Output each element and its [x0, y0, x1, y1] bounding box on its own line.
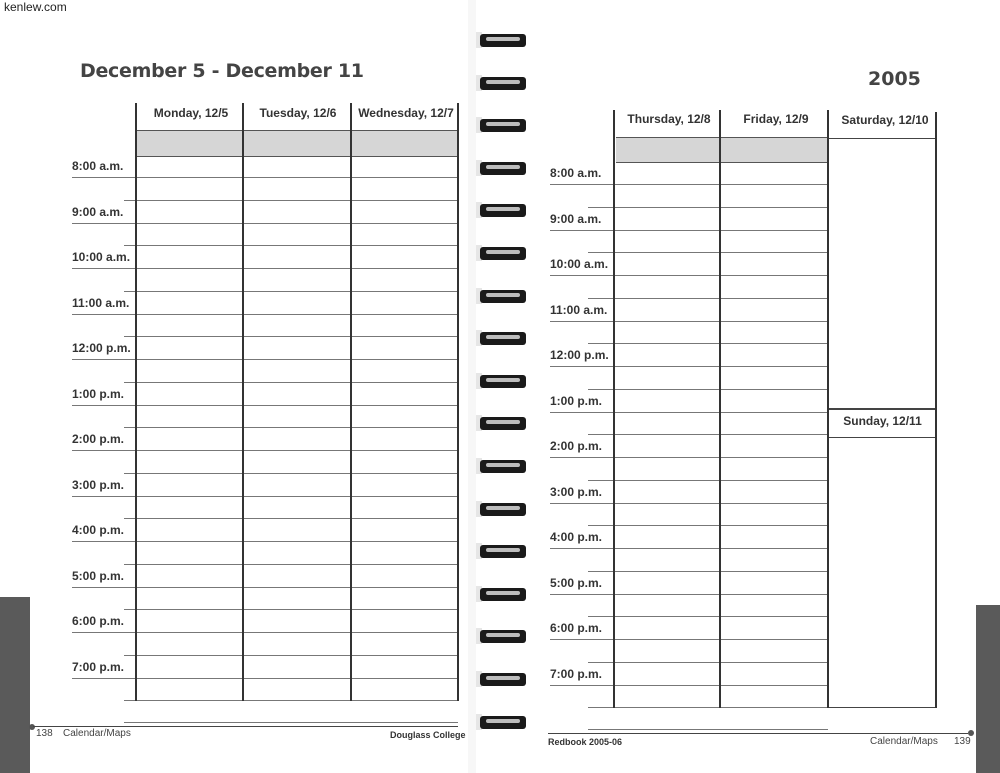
spiral-ring: [476, 584, 528, 604]
hour-rule: [550, 548, 828, 549]
hour-rule: [72, 223, 458, 224]
half-hour-rule: [588, 207, 828, 208]
half-hour-rule: [588, 571, 828, 572]
day-header-friday: Friday, 12/9: [743, 112, 809, 126]
time-label: 9:00 a.m.: [72, 204, 124, 219]
day-header-tuesday: Tuesday, 12/6: [259, 106, 337, 120]
time-label: 4:00 p.m.: [72, 523, 125, 537]
time-label: 3:00 p.m.: [72, 477, 125, 492]
grid-bottom-rule: [588, 729, 828, 730]
time-label: 10:00 a.m.: [550, 257, 609, 271]
time-label: 3:00 p.m.: [550, 484, 603, 499]
time-label: 11:00 a.m.: [550, 302, 608, 317]
hour-rule: [550, 184, 828, 185]
time-label: 11:00 a.m.: [72, 295, 130, 310]
footer-section: Calendar/Maps: [870, 736, 938, 747]
grid-divider: [457, 103, 459, 701]
half-hour-rule: [588, 616, 828, 617]
hour-rule: [550, 321, 828, 322]
half-hour-rule: [124, 564, 458, 565]
grid-divider: [242, 103, 244, 701]
time-label: 1:00 p.m.: [72, 386, 125, 401]
hour-rule: [72, 632, 458, 633]
hour-rule: [550, 639, 828, 640]
hour-rule: [550, 594, 828, 595]
spiral-ring: [476, 286, 528, 306]
spiral-ring: [476, 456, 528, 476]
day-header-band: [616, 137, 829, 163]
day-header-thursday: Thursday, 12/8: [627, 112, 711, 126]
half-hour-rule: [124, 336, 458, 337]
time-label: 4:00 p.m.: [550, 530, 603, 544]
half-hour-rule: [588, 252, 828, 253]
time-label: 12:00 p.m.: [550, 348, 609, 362]
half-hour-rule: [588, 434, 828, 435]
time-label: 8:00 a.m.: [550, 166, 602, 180]
time-label: 7:00 p.m.: [550, 666, 603, 681]
hour-rule: [72, 177, 458, 178]
day-header-saturday: Saturday, 12/10: [841, 113, 929, 127]
half-hour-rule: [124, 291, 458, 292]
time-label: 8:00 a.m.: [72, 159, 124, 173]
half-hour-rule: [124, 518, 458, 519]
hour-rule: [550, 275, 828, 276]
weekend-divider: [829, 408, 937, 410]
hour-rule: [550, 457, 828, 458]
time-label: 6:00 p.m.: [550, 621, 603, 635]
hour-rule: [72, 678, 458, 679]
half-hour-rule: [124, 382, 458, 383]
footer-page-number: 138: [36, 728, 53, 739]
half-hour-rule: [124, 245, 458, 246]
spiral-ring: [476, 115, 528, 135]
footer-publisher: Douglass College: [390, 730, 466, 740]
spiral-ring: [476, 669, 528, 689]
half-hour-rule: [588, 480, 828, 481]
half-hour-rule: [588, 298, 828, 299]
spiral-ring: [476, 73, 528, 93]
hour-rule: [72, 314, 458, 315]
half-hour-rule: [124, 700, 458, 701]
spiral-ring: [476, 626, 528, 646]
half-hour-rule: [588, 707, 828, 708]
grid-bottom-rule: [124, 722, 458, 723]
spiral-ring: [476, 541, 528, 561]
time-label: 2:00 p.m.: [72, 432, 125, 446]
grid-divider: [827, 110, 829, 708]
hour-rule: [550, 366, 828, 367]
time-label: 6:00 p.m.: [72, 614, 125, 628]
week-title: December 5 - December 11: [80, 60, 364, 82]
time-label: 5:00 p.m.: [550, 575, 603, 590]
day-header-wednesday: Wednesday, 12/7: [358, 106, 454, 120]
half-hour-rule: [588, 662, 828, 663]
half-hour-rule: [124, 427, 458, 428]
weekend-divider: [829, 437, 937, 438]
footer-rule: [33, 726, 458, 727]
half-hour-rule: [124, 473, 458, 474]
spiral-ring: [476, 158, 528, 178]
hour-rule: [72, 405, 458, 406]
spiral-ring: [476, 30, 528, 50]
footer-bullet: [29, 724, 35, 730]
spiral-ring: [476, 243, 528, 263]
grid-divider: [350, 103, 352, 701]
spiral-ring: [476, 371, 528, 391]
weekend-header-rule: [829, 138, 937, 139]
binding-gutter: [468, 0, 476, 773]
hour-rule: [72, 450, 458, 451]
spiral-ring: [476, 328, 528, 348]
grid-divider: [135, 103, 137, 701]
hour-rule: [550, 503, 828, 504]
hour-rule: [72, 541, 458, 542]
half-hour-rule: [124, 655, 458, 656]
time-label: 10:00 a.m.: [72, 250, 131, 264]
half-hour-rule: [124, 609, 458, 610]
hour-rule: [72, 268, 458, 269]
day-header-band: [137, 130, 459, 157]
hour-rule: [72, 496, 458, 497]
watermark-text: kenlew.com: [4, 0, 67, 14]
day-header-sunday: Sunday, 12/11: [843, 414, 922, 428]
footer-page-number: 139: [954, 736, 971, 747]
weekend-bottom-rule: [829, 707, 937, 708]
grid-divider: [935, 112, 937, 708]
grid-divider: [613, 110, 615, 708]
half-hour-rule: [124, 200, 458, 201]
footer-section: Calendar/Maps: [63, 728, 131, 739]
time-label: 5:00 p.m.: [72, 568, 125, 583]
time-label: 12:00 p.m.: [72, 341, 131, 355]
grid-divider: [719, 110, 721, 708]
spiral-ring: [476, 499, 528, 519]
hour-rule: [550, 230, 828, 231]
hour-rule: [550, 685, 828, 686]
half-hour-rule: [588, 343, 828, 344]
spiral-ring: [476, 200, 528, 220]
spiral-ring: [476, 413, 528, 433]
time-label: 7:00 p.m.: [72, 659, 125, 674]
time-label: 2:00 p.m.: [550, 439, 603, 453]
hour-rule: [72, 359, 458, 360]
hour-rule: [72, 587, 458, 588]
day-header-monday: Monday, 12/5: [153, 106, 229, 120]
footer-rule: [548, 733, 968, 734]
time-label: 1:00 p.m.: [550, 393, 603, 408]
time-label: 9:00 a.m.: [550, 211, 602, 226]
half-hour-rule: [588, 389, 828, 390]
hour-rule: [550, 412, 828, 413]
spiral-ring: [476, 712, 528, 732]
right-page-tab: [976, 605, 1000, 773]
footer-publisher: Redbook 2005-06: [548, 737, 623, 747]
half-hour-rule: [588, 525, 828, 526]
left-page-tab: [0, 597, 30, 773]
year-title: 2005: [868, 68, 921, 90]
